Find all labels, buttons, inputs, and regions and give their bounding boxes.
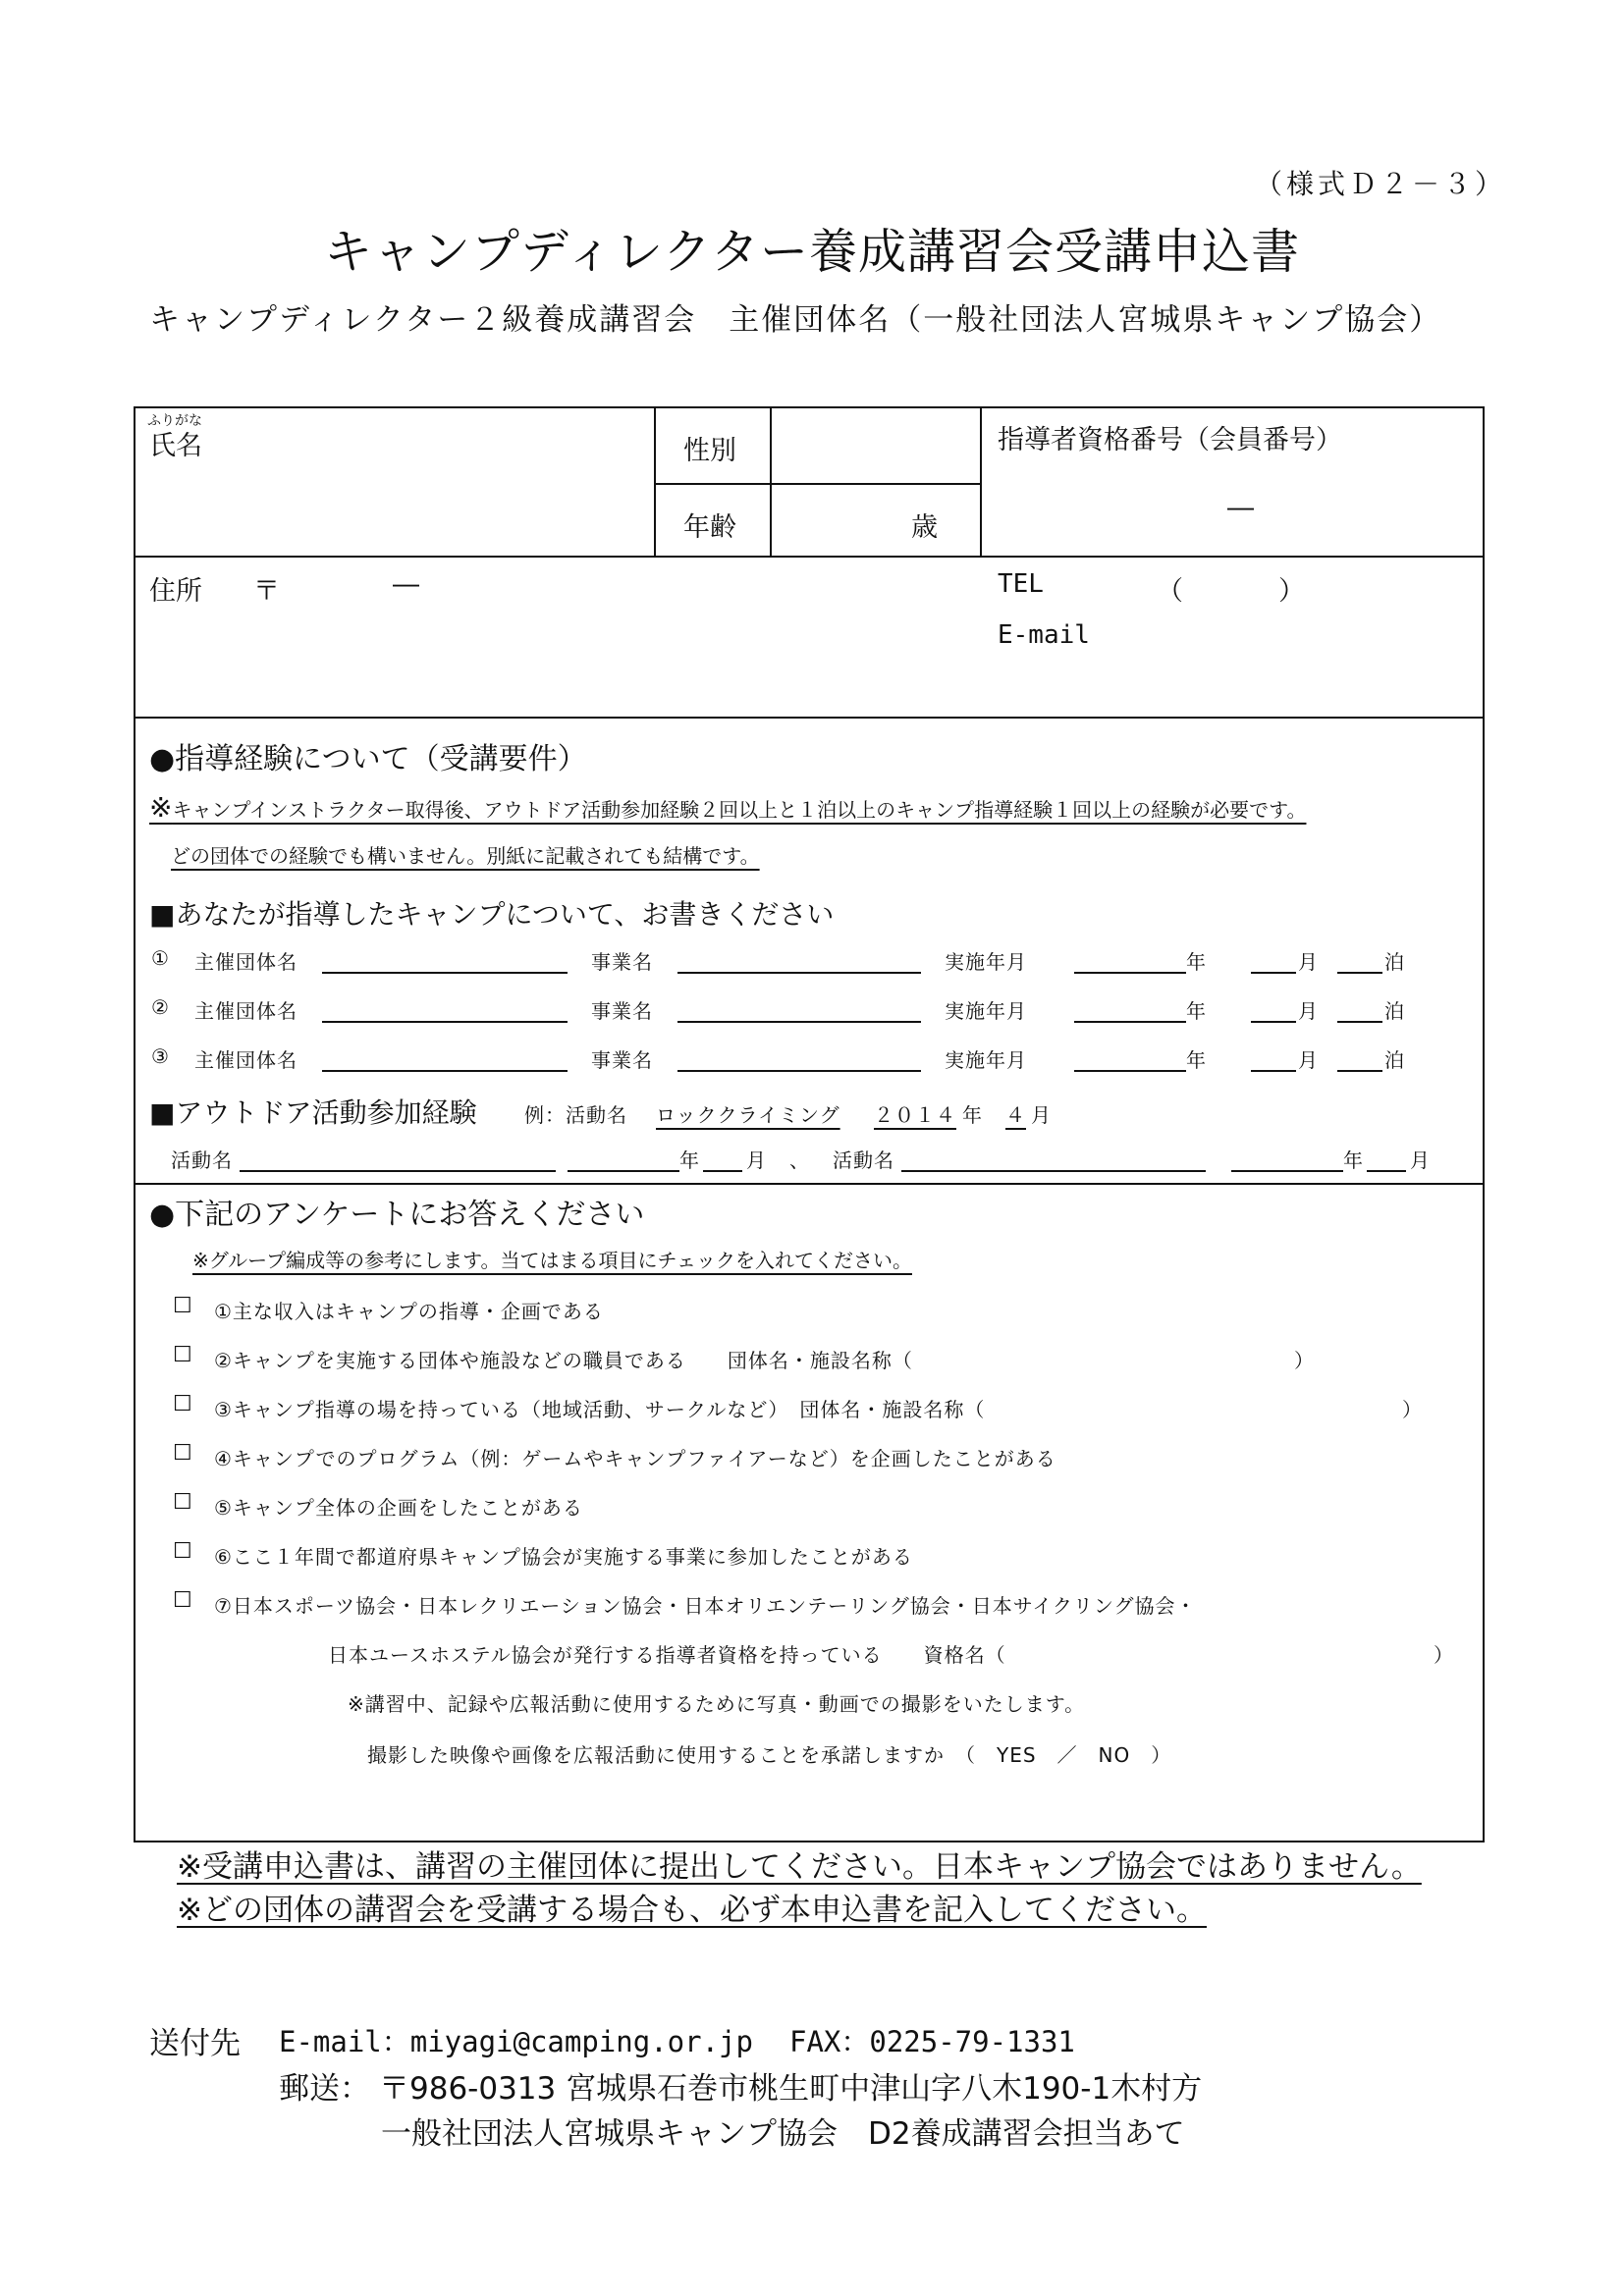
example-month: ４	[1005, 1103, 1026, 1127]
org-input[interactable]	[322, 972, 568, 974]
org-input[interactable]	[322, 1021, 568, 1023]
divider-license	[980, 406, 982, 556]
activity-month-input[interactable]	[703, 1170, 742, 1172]
postal-mark: 〒	[253, 576, 280, 607]
date-label: 実施年月	[945, 1048, 1027, 1072]
age-label: 年齢	[683, 512, 736, 543]
close-paren: ）	[1434, 1643, 1454, 1667]
project-input[interactable]	[677, 1070, 921, 1072]
camp-heading: ■あなたが指導したキャンプについて、お書きください	[149, 898, 835, 931]
org-input[interactable]	[322, 1070, 568, 1072]
form-id: （様式Ｄ２－３）	[1255, 168, 1507, 200]
checkbox-icon[interactable]: ☐	[173, 1539, 193, 1564]
email-label: E-mail	[998, 620, 1090, 650]
activity-month-input[interactable]	[1367, 1170, 1406, 1172]
experience-heading: ●指導経験について（受講要件）	[149, 742, 587, 776]
activity-label: 活動名	[833, 1148, 894, 1172]
activity-year-unit: 年	[679, 1148, 700, 1172]
tel-label: TEL	[998, 569, 1044, 599]
project-label: 事業名	[591, 999, 653, 1023]
email-field[interactable]	[1110, 618, 1473, 654]
row-number: ②	[151, 995, 170, 1019]
divider-gender-age	[654, 483, 980, 485]
checkbox-icon[interactable]: ☐	[173, 1588, 193, 1613]
activity-year-input[interactable]	[1231, 1170, 1343, 1172]
gender-field[interactable]	[774, 410, 976, 481]
org-facility-name-field[interactable]	[1060, 1390, 1394, 1419]
example-prefix: 例：活動名	[524, 1103, 627, 1127]
name-label: 氏名	[149, 431, 202, 461]
survey-item-label: ⑦日本スポーツ協会・日本レクリエーション協会・日本オリエンテーリング協会・日本サイクリング協会・	[214, 1594, 1197, 1618]
license-dash: ―	[1227, 493, 1254, 523]
submission-note: ※受講申込書は、講習の主催団体に提出してください。日本キャンプ協会ではありません。	[177, 1849, 1422, 1885]
activity-name-input[interactable]	[901, 1170, 1206, 1172]
month-unit: 月	[1298, 1048, 1319, 1072]
year-unit: 年	[1186, 999, 1207, 1023]
address-field[interactable]	[137, 613, 972, 711]
example-month-unit: 月	[1031, 1103, 1052, 1127]
month-input[interactable]	[1251, 972, 1296, 974]
activity-year-input[interactable]	[568, 1170, 679, 1172]
project-input[interactable]	[677, 1021, 921, 1023]
year-input[interactable]	[1074, 1070, 1186, 1072]
nights-input[interactable]	[1337, 1070, 1382, 1072]
photo-note: ※講習中、記録や広報活動に使用するために写真・動画での撮影をいたします。	[348, 1692, 1086, 1716]
close-paren: ）	[1294, 1349, 1315, 1372]
row-number: ③	[151, 1044, 170, 1068]
nights-unit: 泊	[1384, 950, 1405, 974]
age-unit: 歳	[911, 512, 938, 543]
furigana-label: ふりがな	[147, 413, 202, 429]
qualification-name-field[interactable]	[1060, 1635, 1424, 1665]
activity-name-input[interactable]	[240, 1170, 556, 1172]
photo-consent: 撮影した映像や画像を広報活動に使用することを承諾しますか （ YES ／ NO ）	[367, 1743, 1172, 1767]
mail-address: 〒986-0313 宮城県石巻市桃生町中津山字八木190-1木村方	[379, 2071, 1203, 2107]
experience-note-line2: どの団体での経験でも構いません。別紙に記載されても結構です。	[171, 844, 760, 868]
checkbox-icon[interactable]: ☐	[173, 1490, 193, 1515]
divider-name-gender	[654, 406, 656, 556]
age-field[interactable]	[774, 487, 901, 552]
gender-label: 性別	[683, 436, 736, 466]
survey-item-label: ⑤キャンプ全体の企画をしたことがある	[214, 1496, 583, 1520]
license-number-label: 指導者資格番号（会員番号）	[998, 425, 1342, 455]
nights-unit: 泊	[1384, 999, 1405, 1023]
consent-no-option[interactable]	[1137, 1734, 1184, 1765]
activity-month-unit: 月	[1410, 1148, 1431, 1172]
tel-paren-open: （	[1157, 576, 1183, 607]
checkbox-icon[interactable]: ☐	[173, 1294, 193, 1318]
year-input[interactable]	[1074, 1021, 1186, 1023]
address-label: 住所	[149, 576, 202, 607]
year-unit: 年	[1186, 1048, 1207, 1072]
date-label: 実施年月	[945, 999, 1027, 1023]
month-unit: 月	[1298, 999, 1319, 1023]
tel-field[interactable]	[1080, 567, 1473, 603]
survey-item-label: ①主な収入はキャンプの指導・企画である	[214, 1300, 604, 1323]
survey-item-label: ②キャンプを実施する団体や施設などの職員である 団体名・施設名称（	[214, 1349, 913, 1372]
divider-personal	[134, 556, 1485, 558]
year-input[interactable]	[1074, 972, 1186, 974]
example-activity: ロッククライミング	[656, 1103, 840, 1127]
page-title: キャンプディレクター養成講習会受講申込書	[323, 224, 1301, 280]
survey-item-label: ③キャンプ指導の場を持っている（地域活動、サークルなど） 団体名・施設名称（	[214, 1398, 986, 1421]
send-fax: FAX：0225-79-1331	[789, 2025, 1075, 2058]
send-to-label: 送付先	[149, 2026, 241, 2061]
example-year: ２０１４	[874, 1103, 956, 1127]
nights-input[interactable]	[1337, 1021, 1382, 1023]
experience-note-line1	[149, 791, 1306, 824]
org-label: 主催団体名	[194, 999, 298, 1023]
mandatory-note: ※どの団体の講習会を受講する場合も、必ず本申込書を記入してください。	[177, 1893, 1207, 1928]
date-label: 実施年月	[945, 950, 1027, 974]
org-label: 主催団体名	[194, 950, 298, 974]
send-email[interactable]: E-mail：miyagi@camping.or.jp	[279, 2025, 753, 2058]
name-field[interactable]	[137, 461, 648, 550]
project-label: 事業名	[591, 1048, 653, 1072]
divider-address	[134, 717, 1485, 719]
project-label: 事業名	[591, 950, 653, 974]
survey-item-label: ⑥ここ１年間で都道府県キャンプ協会が実施する事業に参加したことがある	[214, 1545, 913, 1569]
activity-month-unit: 月	[746, 1148, 767, 1172]
survey-item-label: ④キャンプでのプログラム（例：ゲームやキャンプファイアーなど）を企画したことがある	[214, 1447, 1056, 1470]
experience-note-text1: キャンプインストラクター取得後、アウトドア活動参加経験２回以上と１泊以上のキャンプ指導経験１回以上の経験が必要です。	[172, 798, 1307, 822]
activity-year-unit: 年	[1343, 1148, 1364, 1172]
consent-yes-option[interactable]	[1041, 1734, 1096, 1765]
org-label: 主催団体名	[194, 1048, 298, 1072]
divider-gender-value	[770, 406, 772, 556]
activity-separator: 、	[789, 1148, 810, 1172]
outdoor-heading: ■アウトドア活動参加経験	[149, 1096, 477, 1129]
close-paren: ）	[1402, 1398, 1423, 1421]
survey-heading: ●下記のアンケートにお答えください	[149, 1198, 645, 1232]
month-input[interactable]	[1251, 1021, 1296, 1023]
activity-label: 活動名	[171, 1148, 233, 1172]
month-unit: 月	[1298, 950, 1319, 974]
year-unit: 年	[1186, 950, 1207, 974]
row-number: ①	[151, 946, 170, 970]
checkbox-icon[interactable]: ☐	[173, 1392, 193, 1416]
month-input[interactable]	[1251, 1070, 1296, 1072]
postal-dash: ―	[393, 569, 419, 600]
survey-item-label-continued: 日本ユースホステル協会が発行する指導者資格を持っている 資格名（	[328, 1643, 1006, 1667]
checkbox-icon[interactable]: ☐	[173, 1441, 193, 1466]
mail-recipient: 一般社団法人宮城県キャンプ協会 D2養成講習会担当あて	[381, 2116, 1185, 2152]
checkbox-icon[interactable]: ☐	[173, 1343, 193, 1367]
mail-label: 郵送：	[279, 2071, 370, 2107]
org-facility-name-field[interactable]	[972, 1341, 1286, 1370]
nights-input[interactable]	[1337, 972, 1382, 974]
project-input[interactable]	[677, 972, 921, 974]
divider-experience	[134, 1183, 1485, 1185]
survey-note: ※グループ編成等の参考にします。当てはまる項目にチェックを入れてください。	[192, 1249, 912, 1272]
example-year-unit: 年	[962, 1103, 983, 1127]
page-subtitle: キャンプディレクター２級養成講習会 主催団体名（一般社団法人宮城県キャンプ協会）	[149, 302, 1442, 338]
tel-paren-close: ）	[1278, 576, 1305, 607]
nights-unit: 泊	[1384, 1048, 1405, 1072]
note-mark: ※	[149, 791, 173, 824]
